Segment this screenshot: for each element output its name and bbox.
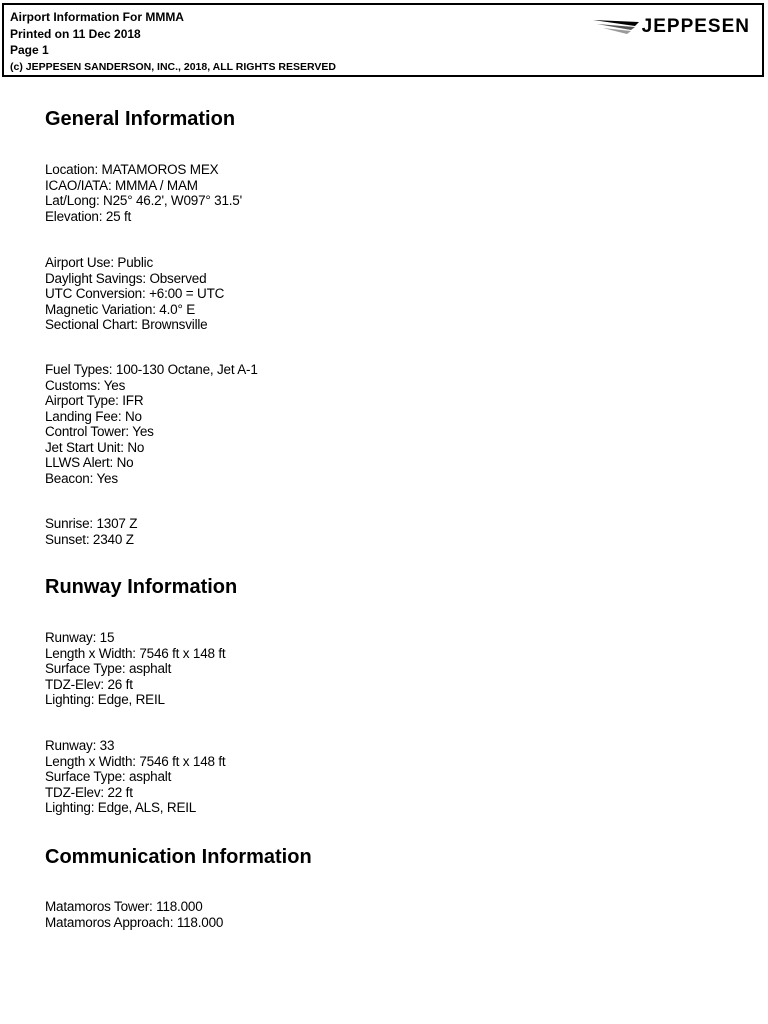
general-line: Landing Fee: No: [45, 408, 142, 424]
jeppesen-logo: [593, 17, 750, 37]
general-line: Beacon: Yes: [45, 470, 118, 486]
general-line: Fuel Types: 100-130 Octane, Jet A-1: [45, 362, 258, 377]
runway-information-heading: Runway Information: [45, 576, 238, 598]
general-line: Sunrise: 1307 Z: [45, 516, 138, 531]
general-group-facilities: [45, 362, 258, 486]
communication-frequencies: [45, 899, 223, 930]
general-line: Daylight Savings: Observed: [45, 270, 207, 286]
frequency-line: Matamoros Approach: 118.000: [45, 914, 224, 930]
runway-line: TDZ-Elev: 26 ft: [45, 676, 133, 692]
runway-line: Runway: 15: [45, 630, 115, 645]
header-page-number: Page 1: [10, 43, 49, 57]
general-line: Control Tower: Yes: [45, 424, 154, 439]
general-line: Customs: Yes: [45, 377, 126, 393]
runway-15-block: [45, 630, 225, 708]
jeppesen-swoosh-icon: [593, 17, 641, 37]
header-title: Airport Information For MMMA: [10, 10, 184, 24]
general-line: Sectional Chart: Brownsville: [45, 317, 208, 332]
runway-line: Surface Type: asphalt: [45, 661, 172, 676]
communication-information-heading: Communication Information: [45, 846, 312, 868]
general-information-heading: General Information: [45, 108, 236, 130]
page-header: [2, 3, 764, 77]
header-printed-date: Printed on 11 Dec 2018: [10, 26, 141, 41]
runway-line: Length x Width: 7546 ft x 148 ft: [45, 753, 226, 769]
frequency-line: Matamoros Tower: 118.000: [45, 899, 203, 914]
runway-line: TDZ-Elev: 22 ft: [45, 784, 133, 800]
general-line: ICAO/IATA: MMMA / MAM: [45, 177, 198, 193]
runway-line: Length x Width: 7546 ft x 148 ft: [45, 645, 226, 661]
general-line: Airport Type: IFR: [45, 393, 144, 408]
general-line: Sunset: 2340 Z: [45, 531, 134, 547]
general-line: UTC Conversion: +6:00 = UTC: [45, 286, 225, 301]
runway-line: Surface Type: asphalt: [45, 769, 172, 784]
logo-text: JEPPESEN: [641, 16, 750, 37]
general-line: Airport Use: Public: [45, 255, 153, 270]
header-copyright: (c) JEPPESEN SANDERSON, INC., 2018, ALL RIGHTS RESERVED: [10, 60, 336, 73]
general-line: LLWS Alert: No: [45, 455, 134, 470]
runway-line: Runway: 33: [45, 738, 115, 753]
general-group-location: [45, 162, 242, 224]
general-group-sun: [45, 516, 137, 547]
general-line: Magnetic Variation: 4.0° E: [45, 301, 196, 317]
runway-line: Lighting: Edge, REIL: [45, 692, 165, 707]
runway-line: Lighting: Edge, ALS, REIL: [45, 800, 197, 815]
general-line: Jet Start Unit: No: [45, 439, 145, 455]
header-text: [10, 9, 336, 75]
runway-33-block: [45, 738, 225, 816]
general-line: Elevation: 25 ft: [45, 208, 132, 224]
general-line: Location: MATAMOROS MEX: [45, 162, 219, 177]
general-line: Lat/Long: N25° 46.2', W097° 31.5': [45, 193, 242, 208]
general-group-usage: [45, 255, 224, 333]
